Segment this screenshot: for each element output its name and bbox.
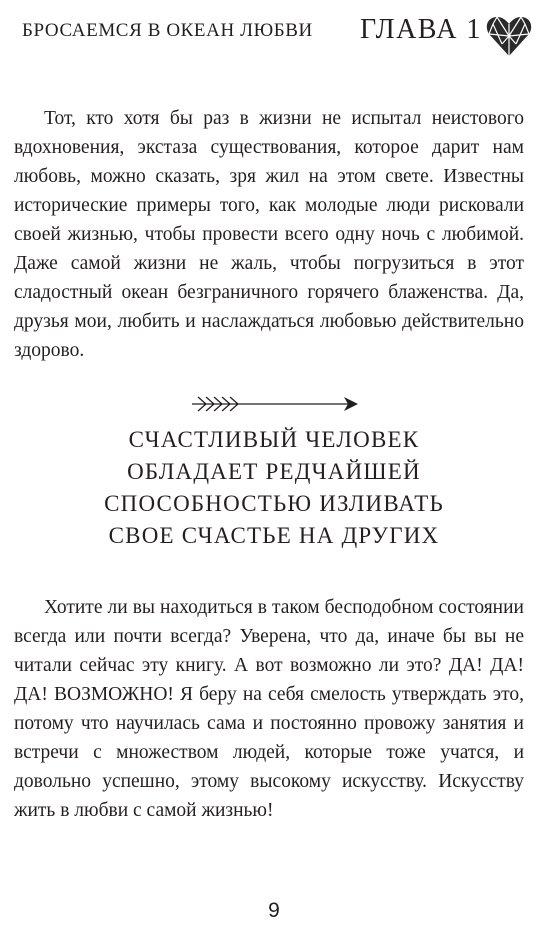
- body-paragraph-2: Хотите ли вы находиться в таком бесподобном состоянии всегда или почти всегда? Уверена, что да, иначе бы вы не читали сейчас эту книгу. А вот возможно ли это? ДА! ДА! ДА! ВОЗМОЖНО! Я беру на себя смелость утверждать это, потому что научилась сама и постоянно провожу занятия и встречи с множеством людей, которые тоже учатся, и довольно успешно, этому высокому искусству. Искусству жить в любви с самой жизнью!: [14, 597, 524, 821]
- running-header: [0, 0, 548, 70]
- pull-quote-line: ОБЛАДАЕТ РЕДЧАЙШЕЙ: [127, 459, 421, 484]
- pull-quote-line: СЧАСТЛИВЫЙ ЧЕЛОВЕК: [128, 427, 420, 452]
- pull-quote-line: СВОЕ СЧАСТЬЕ НА ДРУГИХ: [108, 523, 440, 548]
- chapter-label: ГЛАВА 1: [360, 14, 482, 45]
- arrow-divider-icon: [190, 394, 360, 414]
- pull-quote-line: СПОСОБНОСТЬЮ ИЗЛИВАТЬ: [104, 491, 444, 516]
- pull-quote: [0, 424, 548, 552]
- page-number: 9: [268, 899, 280, 922]
- faceted-heart-icon: [486, 14, 532, 58]
- body-paragraph-1: Тот, кто хотя бы раз в жизни не испытал неистового вдохновения, экстаза существования, которое дарит нам любовь, можно сказать, зря жил на этом свете. Известны исторические примеры того, как молодые люди рисковали своей жизнью, чтобы провести всего одну ночь с любимой. Даже самой жизни не жаль, чтобы погрузиться в этот сладостный океан безграничного горячего блаженства. Да, друзья мои, любить и наслаждаться любовью действительно здорово.: [14, 108, 524, 361]
- book-title: БРОСАЕМСЯ В ОКЕАН ЛЮБВИ: [22, 20, 313, 41]
